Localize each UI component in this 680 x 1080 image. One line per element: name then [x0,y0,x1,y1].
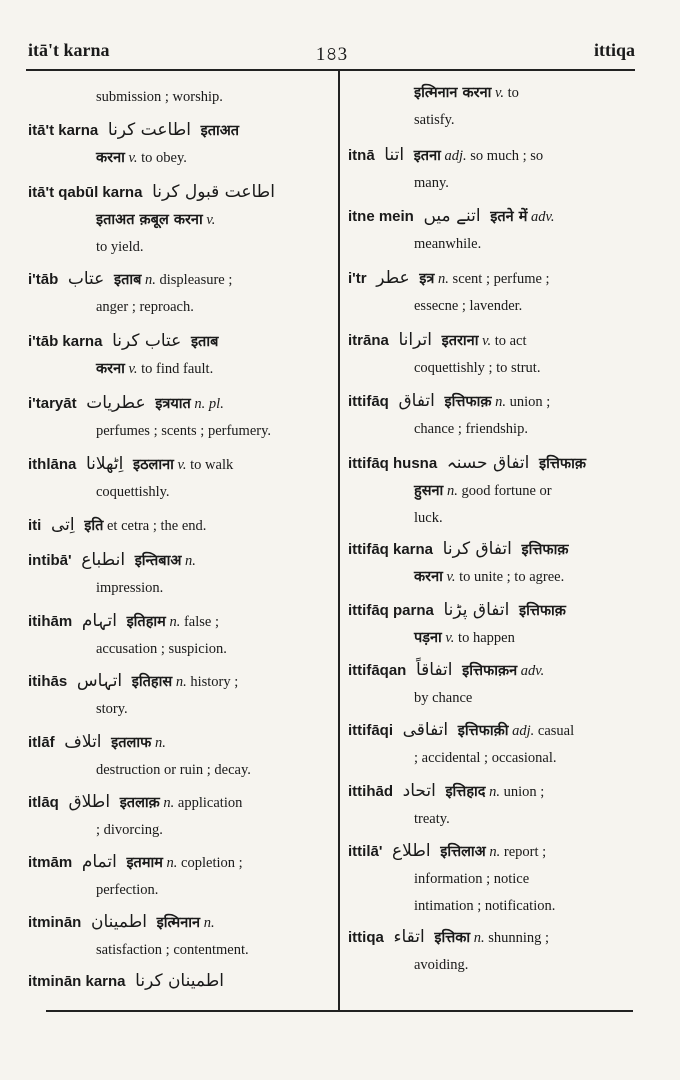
meaning-text: to act [494,333,527,349]
entry-line [28,207,281,234]
meaning-text: history ; [190,674,239,690]
meaning-text: satisfy. [414,112,455,128]
entry-line [348,597,566,625]
headword: i'tr [348,270,367,287]
entry-line [348,866,555,893]
hindi-headword: इत्तिफाक़ी [457,723,509,739]
headword: iti [28,517,42,534]
part-of-speech: n. [145,272,156,288]
hindi-headword: हुसना [414,483,444,499]
meaning-text: casual [537,723,575,739]
part-of-speech: v. [446,569,456,585]
meaning-text: union ; [503,784,545,800]
dictionary-entry [28,117,239,172]
hindi-headword: इताब [113,272,142,288]
urdu-headword: اتفاقاً [415,660,453,680]
header-first-guide-word: itā't karna [28,40,110,60]
urdu-headword: اتفاق پڑنا [443,600,510,620]
urdu-headword: اتقاء [393,927,425,947]
hindi-headword: पड़ना [414,630,442,646]
entry-line [28,968,230,996]
headword: i'tāb [28,271,59,288]
meaning-text: information ; notice [414,871,530,887]
urdu-headword: انطباع [81,550,126,570]
meaning-text: by chance [414,690,473,706]
entry-line [28,294,232,321]
urdu-headword: اتفاق حسنہ [446,453,530,473]
headword: itne mein [348,208,414,225]
meaning-text: impression. [96,580,164,596]
part-of-speech: n. [473,930,485,946]
meaning-text: ; accidental ; occasional. [414,750,557,766]
entry-line [28,117,239,145]
dictionary-entry [348,327,540,382]
headword: ittilā' [348,843,383,860]
dictionary-entry [348,450,586,532]
dictionary-entry [28,849,243,904]
part-of-speech: adv. [531,209,555,225]
entry-line [28,608,227,636]
entry-line [348,952,549,979]
headword: ittifāq husna [348,455,438,472]
entry-line [348,265,550,293]
headword: ittifāq karna [348,541,434,558]
headword: i'taryāt [28,395,77,412]
headword: ithlāna [28,456,77,473]
urdu-headword: اتمام [81,852,117,872]
dictionary-entry [348,657,544,712]
meaning-text: copletion ; [181,855,243,871]
urdu-headword: اطمینان کرنا [135,971,224,991]
part-of-speech: adv. [520,663,545,679]
entry-line [348,657,544,685]
part-of-speech: n. [185,553,196,569]
meaning-text: et cetra ; the end. [106,518,207,534]
hindi-headword: इतने में [490,209,528,225]
headword: itnā [348,147,375,164]
entry-line [348,505,586,532]
entry-line [348,203,555,231]
dictionary-entry [348,597,566,652]
hindi-headword: करना [414,569,443,585]
entry-line [348,80,519,107]
hindi-headword: इताअत क़बूल करना [96,212,203,228]
part-of-speech: v. [445,630,455,646]
urdu-headword: عتاب کرنا [112,331,182,351]
urdu-headword: اترانا [398,330,432,350]
entry-line [348,685,544,712]
hindi-headword: इत्मिनान [156,915,201,931]
hindi-headword: इत्तिफाक़ [539,456,586,472]
entry-line [348,107,519,134]
dictionary-entry [28,729,251,784]
entry-line [28,575,196,602]
dictionary-entry [28,266,232,321]
headword: itlāq [28,794,59,811]
meaning-text: many. [414,175,449,191]
headword: i'tāb karna [28,333,103,350]
entry-line [28,817,242,844]
urdu-headword: اتلاف [64,732,102,752]
urdu-headword: اتہاس [76,671,123,691]
entry-line [348,450,586,478]
entry-line [348,745,574,772]
meaning-text: intimation ; notification. [414,898,556,914]
hindi-headword: इत्तिफाक़ [518,603,566,619]
meaning-text: to obey. [141,150,187,166]
meaning-text: coquettishly ; to strut. [414,360,541,376]
hindi-headword: इतिहाम [126,614,166,630]
hindi-headword: इताअत [200,123,240,139]
part-of-speech: adj. [444,148,467,164]
meaning-text: perfumes ; scents ; perfumery. [96,423,272,439]
entry-line [28,179,281,207]
entry-line [28,668,238,696]
meaning-text: accusation ; suspicion. [96,641,227,657]
meaning-text: good fortune or [461,483,552,499]
urdu-headword: اتحاد [402,781,436,801]
part-of-speech: adj. [512,723,535,739]
urdu-headword: اتفاق کرنا [442,539,512,559]
dictionary-entry [348,142,543,197]
entry-line [348,416,550,443]
entry-line [348,893,555,920]
dictionary-entry [348,265,550,320]
meaning-text: submission ; worship. [96,89,223,105]
headword: ittihād [348,783,393,800]
urdu-headword: عتاب [67,269,105,289]
dictionary-entry [28,328,218,383]
headword: ittifāq parna [348,602,434,619]
meaning-text: to walk [190,457,234,473]
part-of-speech: n. [446,483,458,499]
meaning-text: perfection. [96,882,159,898]
hindi-headword: इत्र [419,271,435,287]
part-of-speech: n. [166,855,178,871]
headword: itā't karna [28,122,99,139]
meaning-text: meanwhile. [414,236,482,252]
entry-line [28,636,227,663]
dictionary-entry [348,778,544,833]
dictionary-entry [28,608,227,663]
headword: itihās [28,673,68,690]
urdu-headword: اتہام [81,611,117,631]
entry-line [28,909,249,937]
part-of-speech: v. [177,457,187,473]
meaning-text: chance ; friendship. [414,421,528,437]
hindi-headword: इत्तिफाक़न [462,663,518,679]
meaning-text: to unite ; to agree. [459,569,565,585]
dictionary-entry [28,909,249,964]
entry-line [348,231,555,258]
entry-line [28,418,271,445]
meaning-text: to find fault. [141,361,214,377]
hindi-headword: इतमाम [126,855,163,871]
meaning-text: treaty. [414,811,450,827]
hindi-headword: इतराना [441,333,479,349]
entry-line [28,234,281,261]
entry-line [348,536,568,564]
part-of-speech: n. [495,394,506,410]
part-of-speech: v. [128,361,138,377]
hindi-headword: इत्रयात [155,396,191,412]
dictionary-entry [28,668,238,723]
urdu-headword: اطاعت کرنا [107,120,191,140]
hindi-headword: इत्तिलाअ [440,844,486,860]
urdu-headword: اِتی [50,515,75,535]
headword: ittifāqi [348,722,393,739]
meaning-text: to yield. [96,239,144,255]
part-of-speech: n. [154,735,166,751]
entry-line [348,170,543,197]
part-of-speech: n. [489,784,500,800]
urdu-headword: اتفاقی [402,720,449,740]
hindi-headword: इत्तिफाक़ [444,394,492,410]
entry-line [28,84,223,111]
dictionary-entry [28,512,206,540]
dictionary-entry [28,547,196,602]
dictionary-entry [348,924,549,979]
hindi-headword: इताब [190,334,219,350]
entry-line [28,729,251,757]
dictionary-entry [28,968,230,996]
entry-line [348,924,549,952]
headword: itlāf [28,734,55,751]
meaning-text: false ; [183,614,219,630]
entry-line [348,717,574,745]
meaning-text: so much ; so [470,148,544,164]
urdu-headword: اتنے میں [423,206,481,226]
entry-line [348,388,550,416]
dictionary-entry [28,451,233,506]
entry-line [348,478,586,505]
entry-line [28,849,243,877]
dictionary-entry [348,203,555,258]
dictionary-entry [28,179,281,261]
meaning-text: story. [96,701,128,717]
entry-line [348,564,568,591]
entry-line [28,479,233,506]
entry-line [348,778,544,806]
entry-line [28,266,232,294]
part-of-speech: v. [128,150,138,166]
entry-line [28,512,206,540]
page-number: 1৪3 [315,44,348,65]
entry-line [28,877,243,904]
header-rule [26,69,635,71]
part-of-speech: v. [482,333,492,349]
entry-line [28,696,238,723]
headword: itminān karna [28,973,126,990]
headword: itrāna [348,332,389,349]
hindi-headword: इत्तिहाद [445,784,486,800]
entry-line [28,328,218,356]
meaning-text: luck. [414,510,443,526]
headword: ittifāq [348,393,389,410]
part-of-speech: v. [495,85,505,101]
part-of-speech: n. [175,674,187,690]
urdu-headword: اتنا [384,145,405,165]
headword: itā't qabūl karna [28,184,143,201]
page-header [28,40,635,68]
hindi-headword: इतिहास [131,674,173,690]
hindi-headword: इति [84,518,104,534]
dictionary-entry [348,717,574,772]
part-of-speech: n. pl. [194,396,224,412]
hindi-headword: इत्मिनान करना [414,85,492,101]
meaning-text: report ; [503,844,547,860]
urdu-headword: اطلاق [68,792,111,812]
urdu-headword: عطریات [86,393,146,413]
meaning-text: essecne ; lavender. [414,298,523,314]
urdu-headword: اطلاع [392,841,431,861]
meaning-text: union ; [509,394,551,410]
entry-line [348,806,544,833]
dictionary-entry [348,536,568,591]
entry-line [28,937,249,964]
part-of-speech: n. [438,271,449,287]
meaning-text: to happen [458,630,515,646]
dictionary-entry [348,80,519,134]
part-of-speech: n. [169,614,181,630]
headword: intibā' [28,552,72,569]
hindi-headword: करना [96,150,125,166]
urdu-headword: اتفاق [398,391,435,411]
footer-rule [46,1010,633,1012]
meaning-text: displeasure ; [159,272,233,288]
hindi-headword: इत्तिका [434,930,471,946]
entry-line [348,355,540,382]
headword: itmām [28,854,73,871]
entry-line [28,145,239,172]
entry-line [348,327,540,355]
meaning-text: ; divorcing. [96,822,163,838]
hindi-headword: इन्तिबाअ [134,553,182,569]
hindi-headword: इतलाक़ [119,795,160,811]
entry-line [348,625,566,652]
entry-line [28,356,218,383]
entry-line [348,142,543,170]
header-last-guide-word: ittiqa [593,40,635,60]
entry-line [28,390,271,418]
column-divider [338,70,340,1012]
meaning-text: satisfaction ; contentment. [96,942,249,958]
meaning-text: avoiding. [414,957,469,973]
meaning-text: anger ; reproach. [96,299,194,315]
headword: itminān [28,914,82,931]
meaning-text: application [177,795,243,811]
part-of-speech: n. [163,795,175,811]
headword: itihām [28,613,73,630]
urdu-headword: عطر [376,268,410,288]
urdu-headword: اطمینان [90,912,147,932]
headword: ittifāqan [348,662,407,679]
entry-line [28,547,196,575]
meaning-text: coquettishly. [96,484,170,500]
dictionary-entry [348,388,550,443]
entry-line [348,838,555,866]
meaning-text: scent ; perfume ; [452,271,550,287]
hindi-headword: इठलाना [132,457,174,473]
entry-line [28,451,233,479]
urdu-headword: اِٹھلانا [85,454,124,474]
hindi-headword: करना [96,361,125,377]
meaning-text: shunning ; [488,930,550,946]
dictionary-entry [348,838,555,920]
dictionary-entry [28,390,271,445]
entry-line [28,757,251,784]
part-of-speech: n. [203,915,215,931]
part-of-speech: n. [489,844,501,860]
urdu-headword: اطاعت قبول کرنا [152,182,275,202]
part-of-speech: v. [206,212,216,228]
entry-line [348,293,550,320]
dictionary-entry [28,84,223,111]
meaning-text: to [507,85,519,101]
dictionary-entry [28,789,242,844]
headword: ittiqa [348,929,384,946]
meaning-text: destruction or ruin ; decay. [96,762,251,778]
hindi-headword: इतलाफ [111,735,152,751]
hindi-headword: इतना [413,148,441,164]
entry-line [28,789,242,817]
hindi-headword: इत्तिफाक़ [521,542,569,558]
